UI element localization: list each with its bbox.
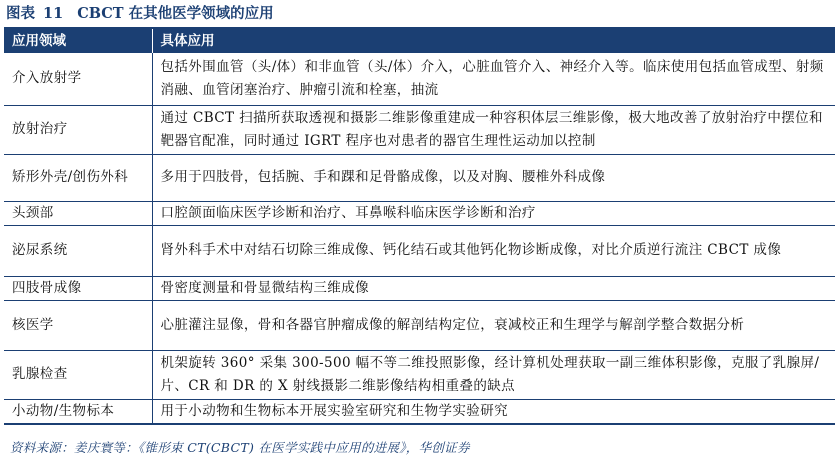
table-row [4, 225, 835, 276]
application-cell: 骨密度测量和骨显微结构三维成像 [152, 276, 835, 300]
field-cell: 泌尿系统 [4, 225, 152, 276]
table-row [4, 399, 835, 424]
application-cell: 口腔颌面临床医学诊断和治疗、耳鼻喉科临床医学诊断和治疗 [152, 201, 835, 225]
application-cell: 包括外围血管（头/体）和非血管（头/体）介入，心脏血管介入、神经介入等。临床使用包括血管成型、射频消融、血管闭塞治疗、肿瘤引流和栓塞，抽流 [152, 53, 835, 105]
application-cell: 肾外科手术中对结石切除三维成像、钙化结石或其他钙化物诊断成像，对比介质逆行流注 CBCT 成像 [152, 225, 835, 276]
application-cell: 机架旋转 360° 采集 300-500 幅不等二维投照影像，经计算机处理获取一副三维体积影像，克服了乳腺屏/片、CR 和 DR 的 X 射线摄影二维影像结构相重叠的缺点 [152, 350, 835, 399]
table-row [4, 53, 835, 105]
field-cell: 头颈部 [4, 201, 152, 225]
table-header-row [4, 29, 835, 53]
field-cell: 矫形外壳/创伤外科 [4, 154, 152, 201]
table-row [4, 105, 835, 154]
field-cell: 乳腺检查 [4, 350, 152, 399]
table-row [4, 300, 835, 350]
table-row [4, 276, 835, 300]
figure-number: 11 [43, 5, 64, 22]
figure-label: 图表 [6, 5, 35, 22]
header-application: 具体应用 [152, 29, 835, 53]
field-cell: 小动物/生物标本 [4, 399, 152, 424]
application-cell: 心脏灌注显像，骨和各器官肿瘤成像的解剖结构定位，衰减校正和生理学与解剖学整合数据分析 [152, 300, 835, 350]
field-cell: 放射治疗 [4, 105, 152, 154]
application-cell: 多用于四肢骨，包括腕、手和踝和足骨骼成像，以及对胸、腰椎外科成像 [152, 154, 835, 201]
header-field: 应用领域 [4, 29, 152, 53]
figure-title-text: CBCT 在其他医学领域的应用 [77, 5, 274, 22]
source-note: 资料来源：姜庆寰等：《锥形束 CT(CBCT) 在医学实践中应用的进展》，华创证券 [10, 440, 470, 455]
application-table [4, 29, 835, 425]
field-cell: 介入放射学 [4, 53, 152, 105]
application-cell: 用于小动物和生物标本开展实验室研究和生物学实验研究 [152, 399, 835, 424]
figure-title [6, 3, 274, 25]
table-row [4, 154, 835, 201]
application-cell: 通过 CBCT 扫描所获取透视和摄影二维影像重建成一种容积体层三维影像，极大地改善了放射治疗中摆位和靶器官配准，同时通过 IGRT 程序也对患者的器官生理性运动加以控制 [152, 105, 835, 154]
field-cell: 四肢骨成像 [4, 276, 152, 300]
field-cell: 核医学 [4, 300, 152, 350]
table-row [4, 350, 835, 399]
table-row [4, 201, 835, 225]
